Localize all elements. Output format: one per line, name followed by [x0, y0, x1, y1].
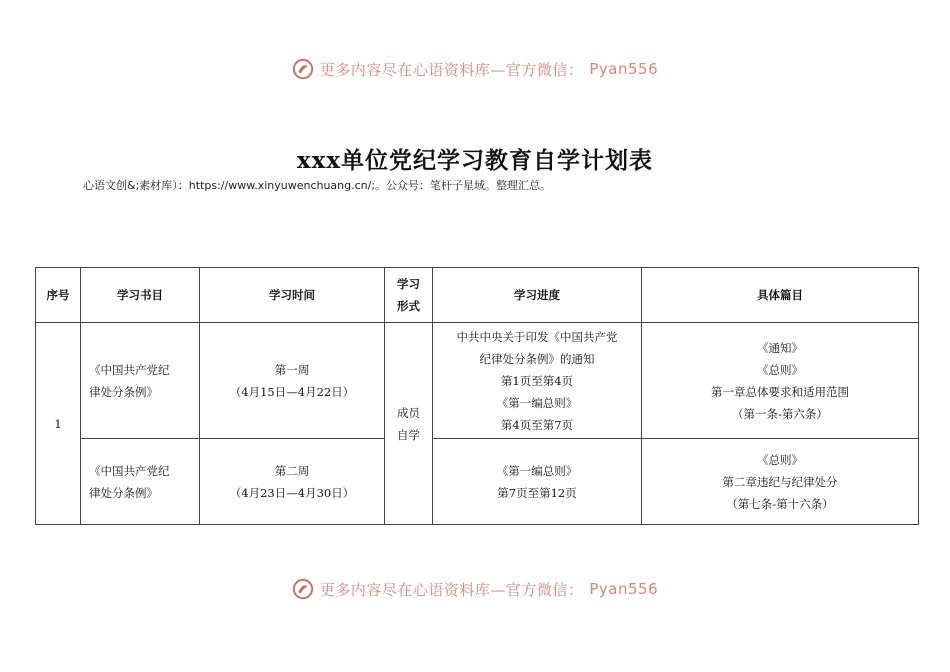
cell-line: 《第一编总则》 — [496, 395, 578, 410]
header-no: 序号 — [36, 268, 81, 323]
study-plan-table — [35, 267, 919, 525]
cell-line: 中共中央关于印发《中国共产党 — [456, 329, 618, 344]
cell-line: （第七条-第十六条） — [726, 496, 834, 511]
cell-chapters — [642, 439, 919, 525]
cell-line: 纪律处分条例》的通知 — [479, 351, 595, 366]
cell-line: 成员 — [397, 405, 420, 420]
cell-line: 第4页至第7页 — [500, 417, 574, 432]
cell-time — [200, 323, 385, 439]
cell-line: 第1页至第4页 — [500, 373, 574, 388]
header-time: 学习时间 — [200, 268, 385, 323]
table-row — [36, 439, 919, 525]
header-chapters: 具体篇目 — [642, 268, 919, 323]
source-note: 心语文创&;素材库）：https://www.xinyuwenchuang.cn/;。公众号：笔杆子星域。整理汇总。 — [83, 179, 552, 192]
cell-line: （4月15日—4月22日） — [229, 384, 355, 399]
header-progress: 学习进度 — [433, 268, 642, 323]
cell-chapters — [642, 323, 919, 439]
header-form-line: 形式 — [397, 299, 420, 313]
cell-line: 第一章总体要求和适用范围 — [711, 384, 849, 399]
table-row — [36, 323, 919, 439]
cell-line: （4月23日—4月30日） — [229, 485, 355, 500]
brand-logo-icon — [292, 58, 314, 80]
cell-progress — [433, 323, 642, 439]
cell-line: 《中国共产党纪 — [89, 463, 170, 478]
cell-line: 《总则》 — [757, 452, 803, 467]
table-header-row — [36, 268, 919, 323]
watermark-wechat-id: Pyan556 — [589, 60, 659, 78]
cell-time — [200, 439, 385, 525]
cell-line: 《总则》 — [757, 362, 803, 377]
cell-book — [81, 323, 200, 439]
cell-line: 第7页至第12页 — [497, 485, 577, 500]
header-form — [385, 268, 433, 323]
cell-line: 律处分条例》 — [89, 485, 158, 500]
cell-line: 第二章违纪与纪律处分 — [722, 474, 838, 489]
watermark-wechat-id: Pyan556 — [589, 580, 659, 598]
header-form-line: 学习 — [397, 277, 420, 291]
watermark-text: 更多内容尽在心语资料库—官方微信： — [319, 580, 584, 599]
page-title: xxx单位党纪学习教育自学计划表 — [296, 147, 654, 174]
watermark-text: 更多内容尽在心语资料库—官方微信： — [319, 60, 584, 79]
cell-no: 1 — [36, 323, 81, 525]
cell-form — [385, 323, 433, 525]
cell-progress — [433, 439, 642, 525]
cell-book — [81, 439, 200, 525]
cell-line: 《第一编总则》 — [496, 463, 578, 478]
watermark-bottom — [0, 578, 950, 600]
cell-line: 《通知》 — [757, 340, 803, 355]
cell-line: 律处分条例》 — [89, 384, 158, 399]
cell-line: 《中国共产党纪 — [89, 362, 170, 377]
brand-logo-icon — [292, 578, 314, 600]
cell-line: 自学 — [397, 427, 420, 442]
cell-line: 第一周 — [274, 362, 310, 377]
cell-line: （第一条-第六条） — [732, 406, 828, 421]
cell-line: 第二周 — [274, 463, 310, 478]
header-book: 学习书目 — [81, 268, 200, 323]
watermark-top — [0, 58, 950, 80]
